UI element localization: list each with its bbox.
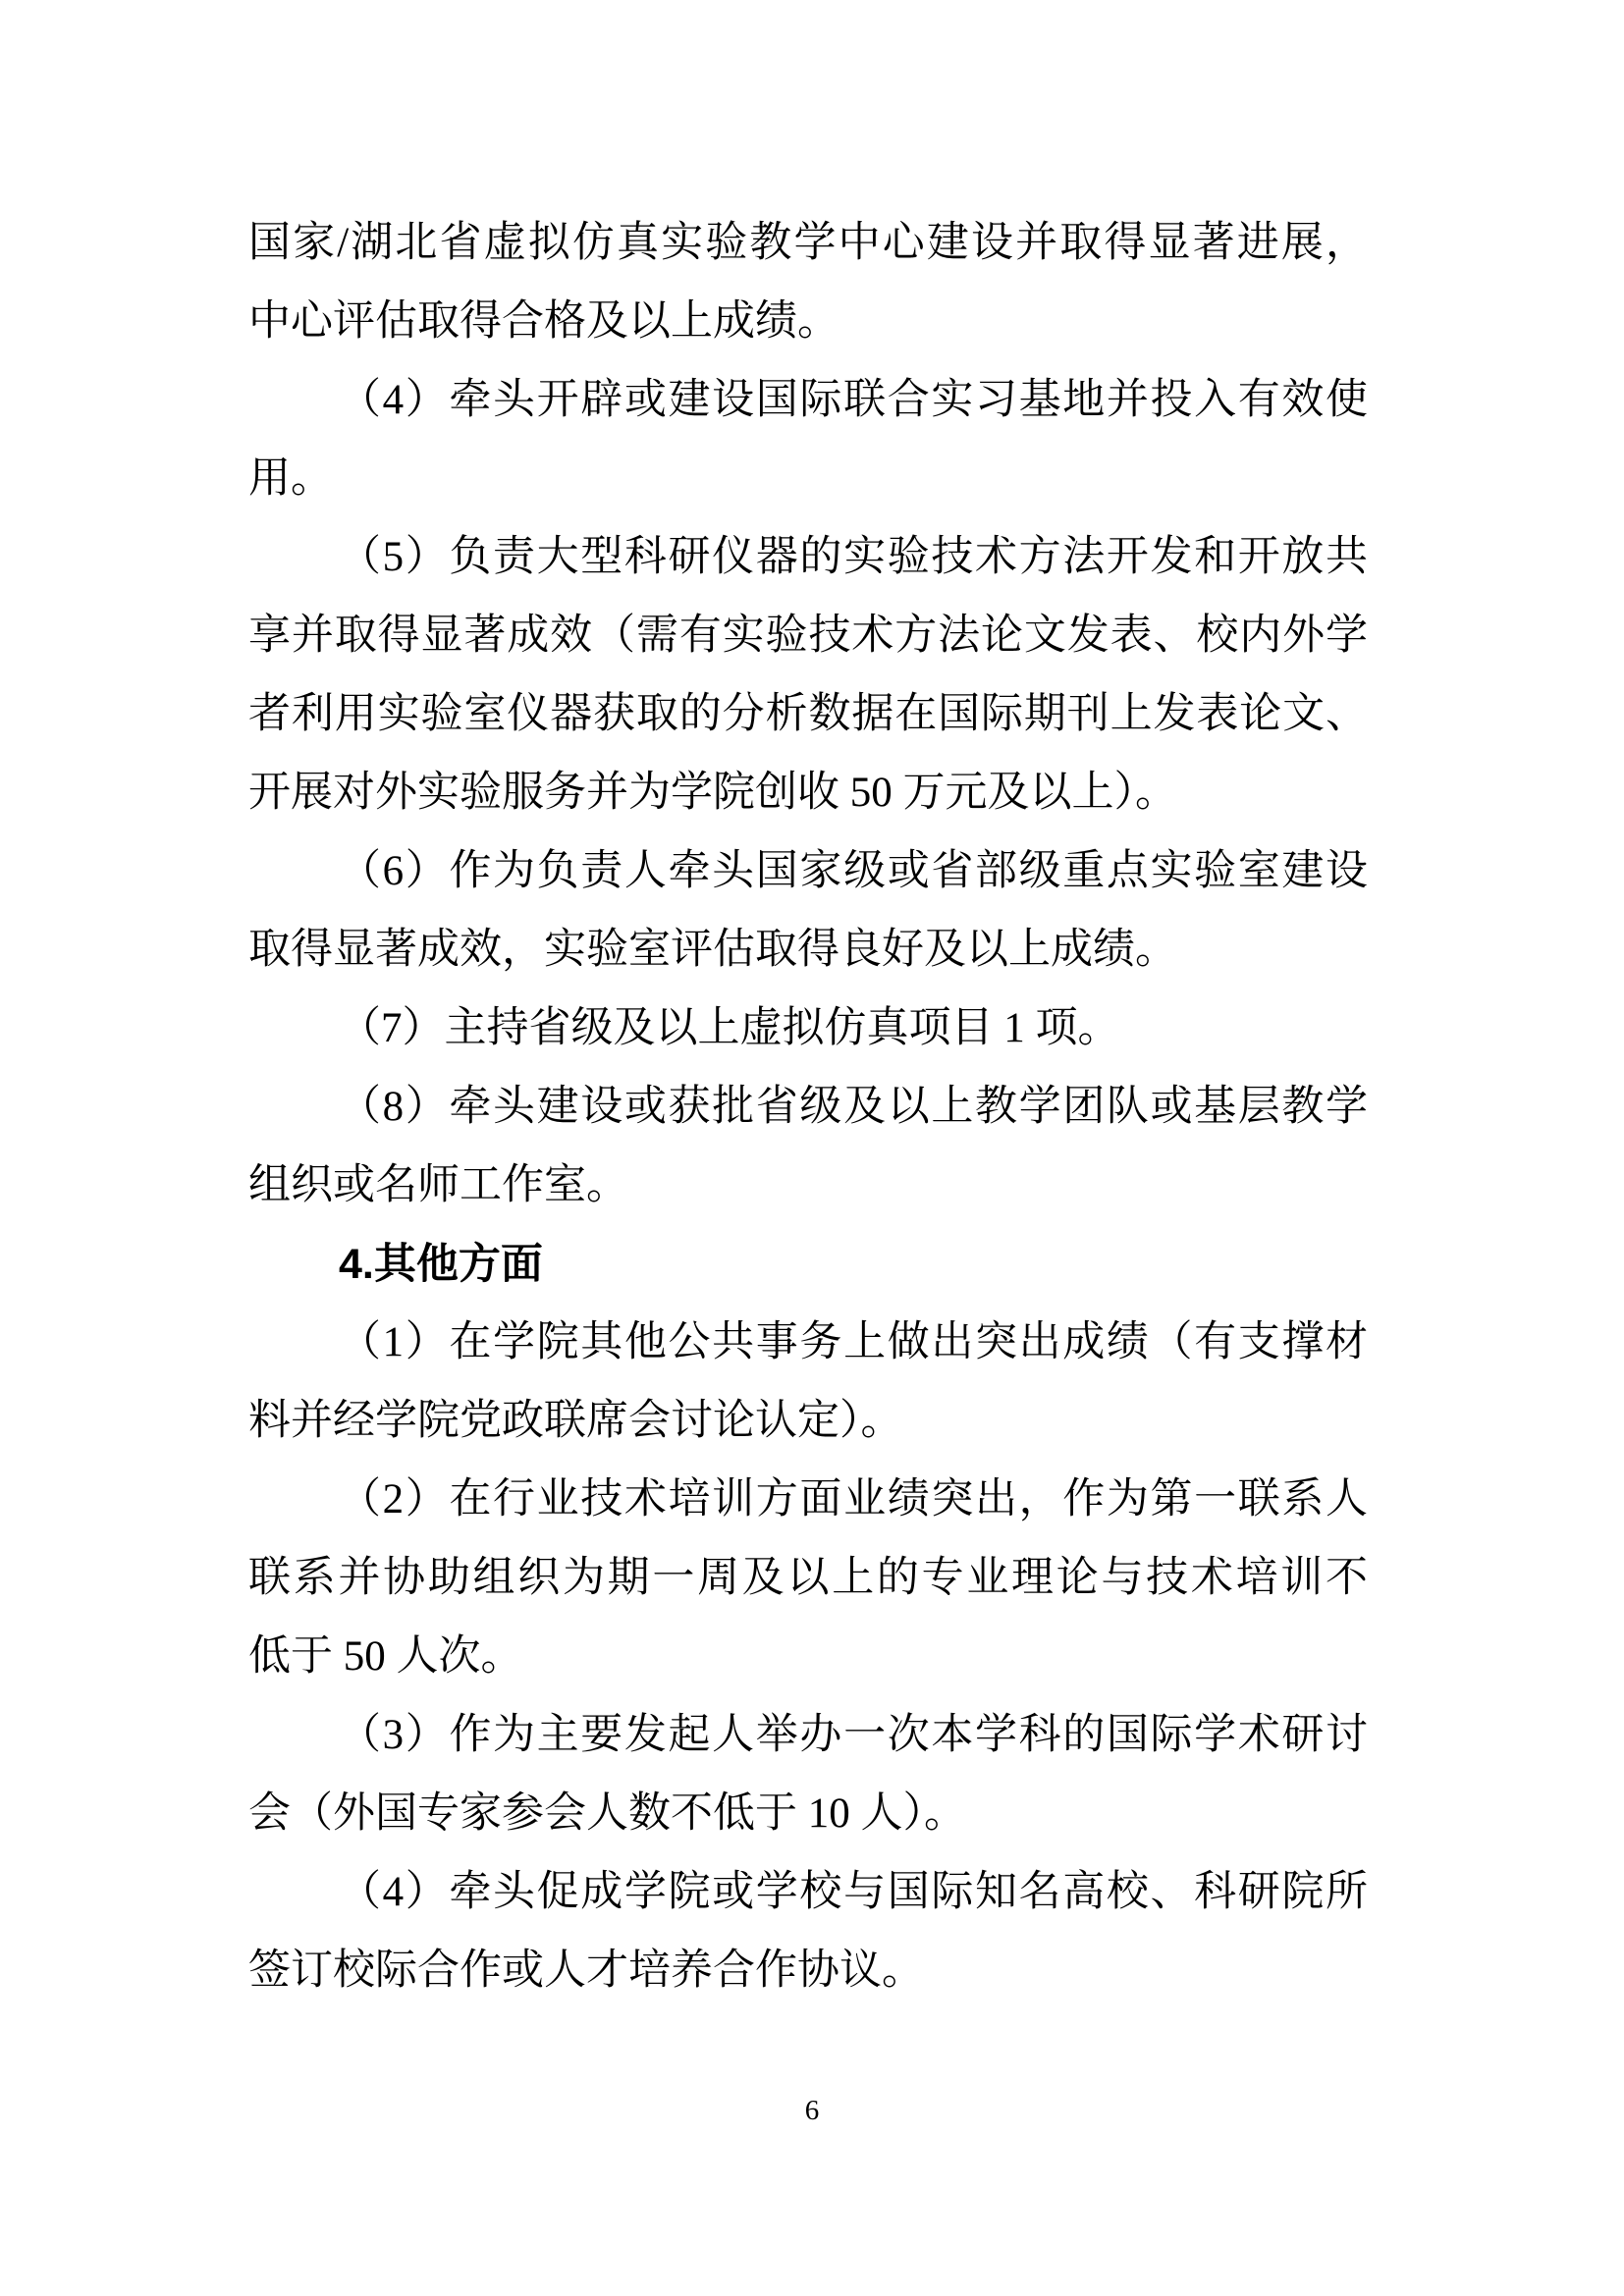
text-line: 料并经学院党政联席会讨论认定）。 [248, 1398, 903, 1444]
page-number: 6 [804, 2095, 820, 2126]
text-line: 取得显著成效，实验室评估取得良好及以上成绩。 [248, 927, 1177, 973]
text-line: 中心评估取得合格及以上成绩。 [248, 298, 839, 345]
text-line: 联系并协助组织为期一周及以上的专业理论与技术培训不 [248, 1555, 1368, 1601]
text-line: 签订校际合作或人才培养合作协议。 [248, 1948, 924, 1994]
text-line: （3）作为主要发起人举办一次本学科的国际学术研讨 [339, 1712, 1368, 1758]
text-line: 4.其他方面 [339, 1241, 543, 1288]
text-line: 用。 [248, 455, 333, 502]
text-line: 者利用实验室仪器获取的分析数据在国际期刊上发表论文、 [248, 691, 1368, 737]
text-line: 会（外国专家参会人数不低于 10 人）。 [248, 1790, 966, 1837]
text-line: （1）在学院其他公共事务上做出突出成绩（有支撑材 [339, 1319, 1368, 1365]
text-line: 国家/湖北省虚拟仿真实验教学中心建设并取得显著进展， [248, 220, 1368, 266]
text-line: （8）牵头建设或获批省级及以上教学团队或基层教学 [339, 1084, 1368, 1130]
text-line: （4）牵头促成学院或学校与国际知名高校、科研院所 [339, 1869, 1368, 1915]
text-line: （4）牵头开辟或建设国际联合实习基地并投入有效使 [339, 377, 1368, 423]
text-line: 开展对外实验服务并为学院创收 50 万元及以上）。 [248, 770, 1177, 816]
text-line: （5）负责大型科研仪器的实验技术方法开发和开放共 [339, 534, 1368, 580]
text-line: 低于 50 人次。 [248, 1633, 523, 1680]
text-line: 享并取得显著成效（需有实验技术方法论文发表、校内外学 [248, 613, 1368, 659]
text-line: （2）在行业技术培训方面业绩突出，作为第一联系人 [339, 1476, 1368, 1522]
text-line: （6）作为负责人牵头国家级或省部级重点实验室建设 [339, 848, 1368, 894]
document-body [248, 204, 1368, 2010]
text-line: 组织或名师工作室。 [248, 1162, 628, 1208]
text-line: （7）主持省级及以上虚拟仿真项目 1 项。 [339, 1005, 1120, 1051]
